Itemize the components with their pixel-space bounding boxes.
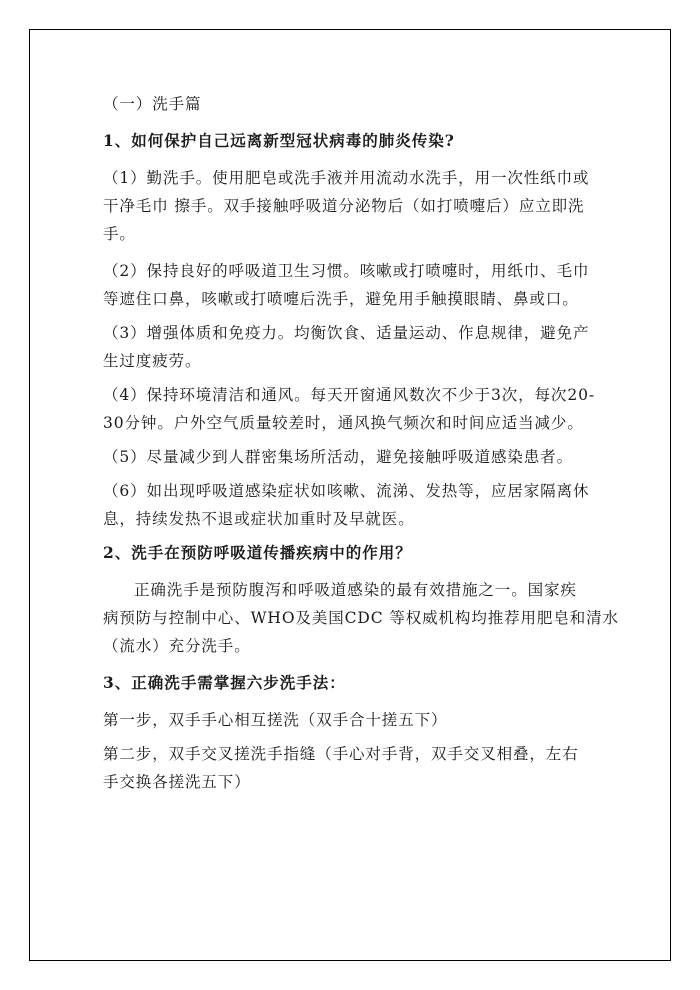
text-line: （2）保持良好的呼吸道卫生习惯。咳嗽或打喷嚏时，用纸巾、毛巾 — [103, 262, 590, 280]
q1-item-5 — [103, 443, 603, 471]
q3-step-2 — [103, 740, 603, 796]
text-line: 手交换各搓洗五下） — [103, 773, 251, 791]
text-line: 30分钟。户外空气质量较差时，通风换气频次和时间应适当减少。 — [103, 414, 584, 432]
question-3-heading: 3、正确洗手需掌握六步洗手法： — [103, 673, 346, 692]
q1-item-1 — [103, 164, 603, 248]
text-line: 第二步，双手交叉搓洗手指缝（手心对手背，双手交叉相叠，左右 — [103, 745, 579, 763]
q1-item-2 — [103, 257, 603, 313]
text-line: （4）保持环境清洁和通风。每天开窗通风数次不少于3次，每次20- — [103, 386, 595, 404]
question-2-heading: 2、洗手在预防呼吸道传播疾病中的作用？ — [103, 543, 412, 562]
section-title: （一）洗手篇 — [103, 95, 202, 113]
text-line: （6）如出现呼吸道感染症状如咳嗽、流涕、发热等，应居家隔离休 — [103, 482, 590, 500]
text-line: （流水）充分洗手。 — [103, 637, 251, 655]
text-line: 生过度疲劳。 — [103, 352, 202, 370]
text-line: （5）尽量减少到人群密集场所活动，避免接触呼吸道感染患者。 — [103, 448, 573, 466]
q1-item-4 — [103, 381, 603, 437]
q1-item-3 — [103, 319, 603, 375]
text-line: 正确洗手是预防腹泻和呼吸道感染的最有效措施之一。国家疾 — [134, 581, 577, 599]
q3-step-1 — [103, 706, 603, 734]
question-1-heading: 1、如何保护自己远离新型冠状病毒的肺炎传染? — [103, 131, 455, 150]
text-line: 第一步，双手手心相互搓洗（双手合十搓五下） — [103, 711, 448, 729]
text-line: 手。 — [103, 225, 136, 243]
text-line: 息，持续发热不退或症状加重时及早就医。 — [103, 510, 415, 528]
document-body — [103, 90, 619, 796]
text-line: 干净毛巾 擦手。双手接触呼吸道分泌物后（如打喷嚏后）应立即洗 — [103, 197, 585, 215]
q2-paragraph — [103, 576, 619, 660]
text-line: 病预防与控制中心、WHO及美国CDC 等权威机构均推荐用肥皂和清水 — [103, 609, 619, 627]
q1-item-6 — [103, 477, 603, 533]
text-line: （3）增强体质和免疫力。均衡饮食、适量运动、作息规律，避免产 — [103, 324, 590, 342]
text-line: 等遮住口鼻，咳嗽或打喷嚏后洗手，避免用手触摸眼睛、鼻或口。 — [103, 290, 579, 308]
text-line: （1）勤洗手。使用肥皂或洗手液并用流动水洗手，用一次性纸巾或 — [103, 169, 590, 187]
